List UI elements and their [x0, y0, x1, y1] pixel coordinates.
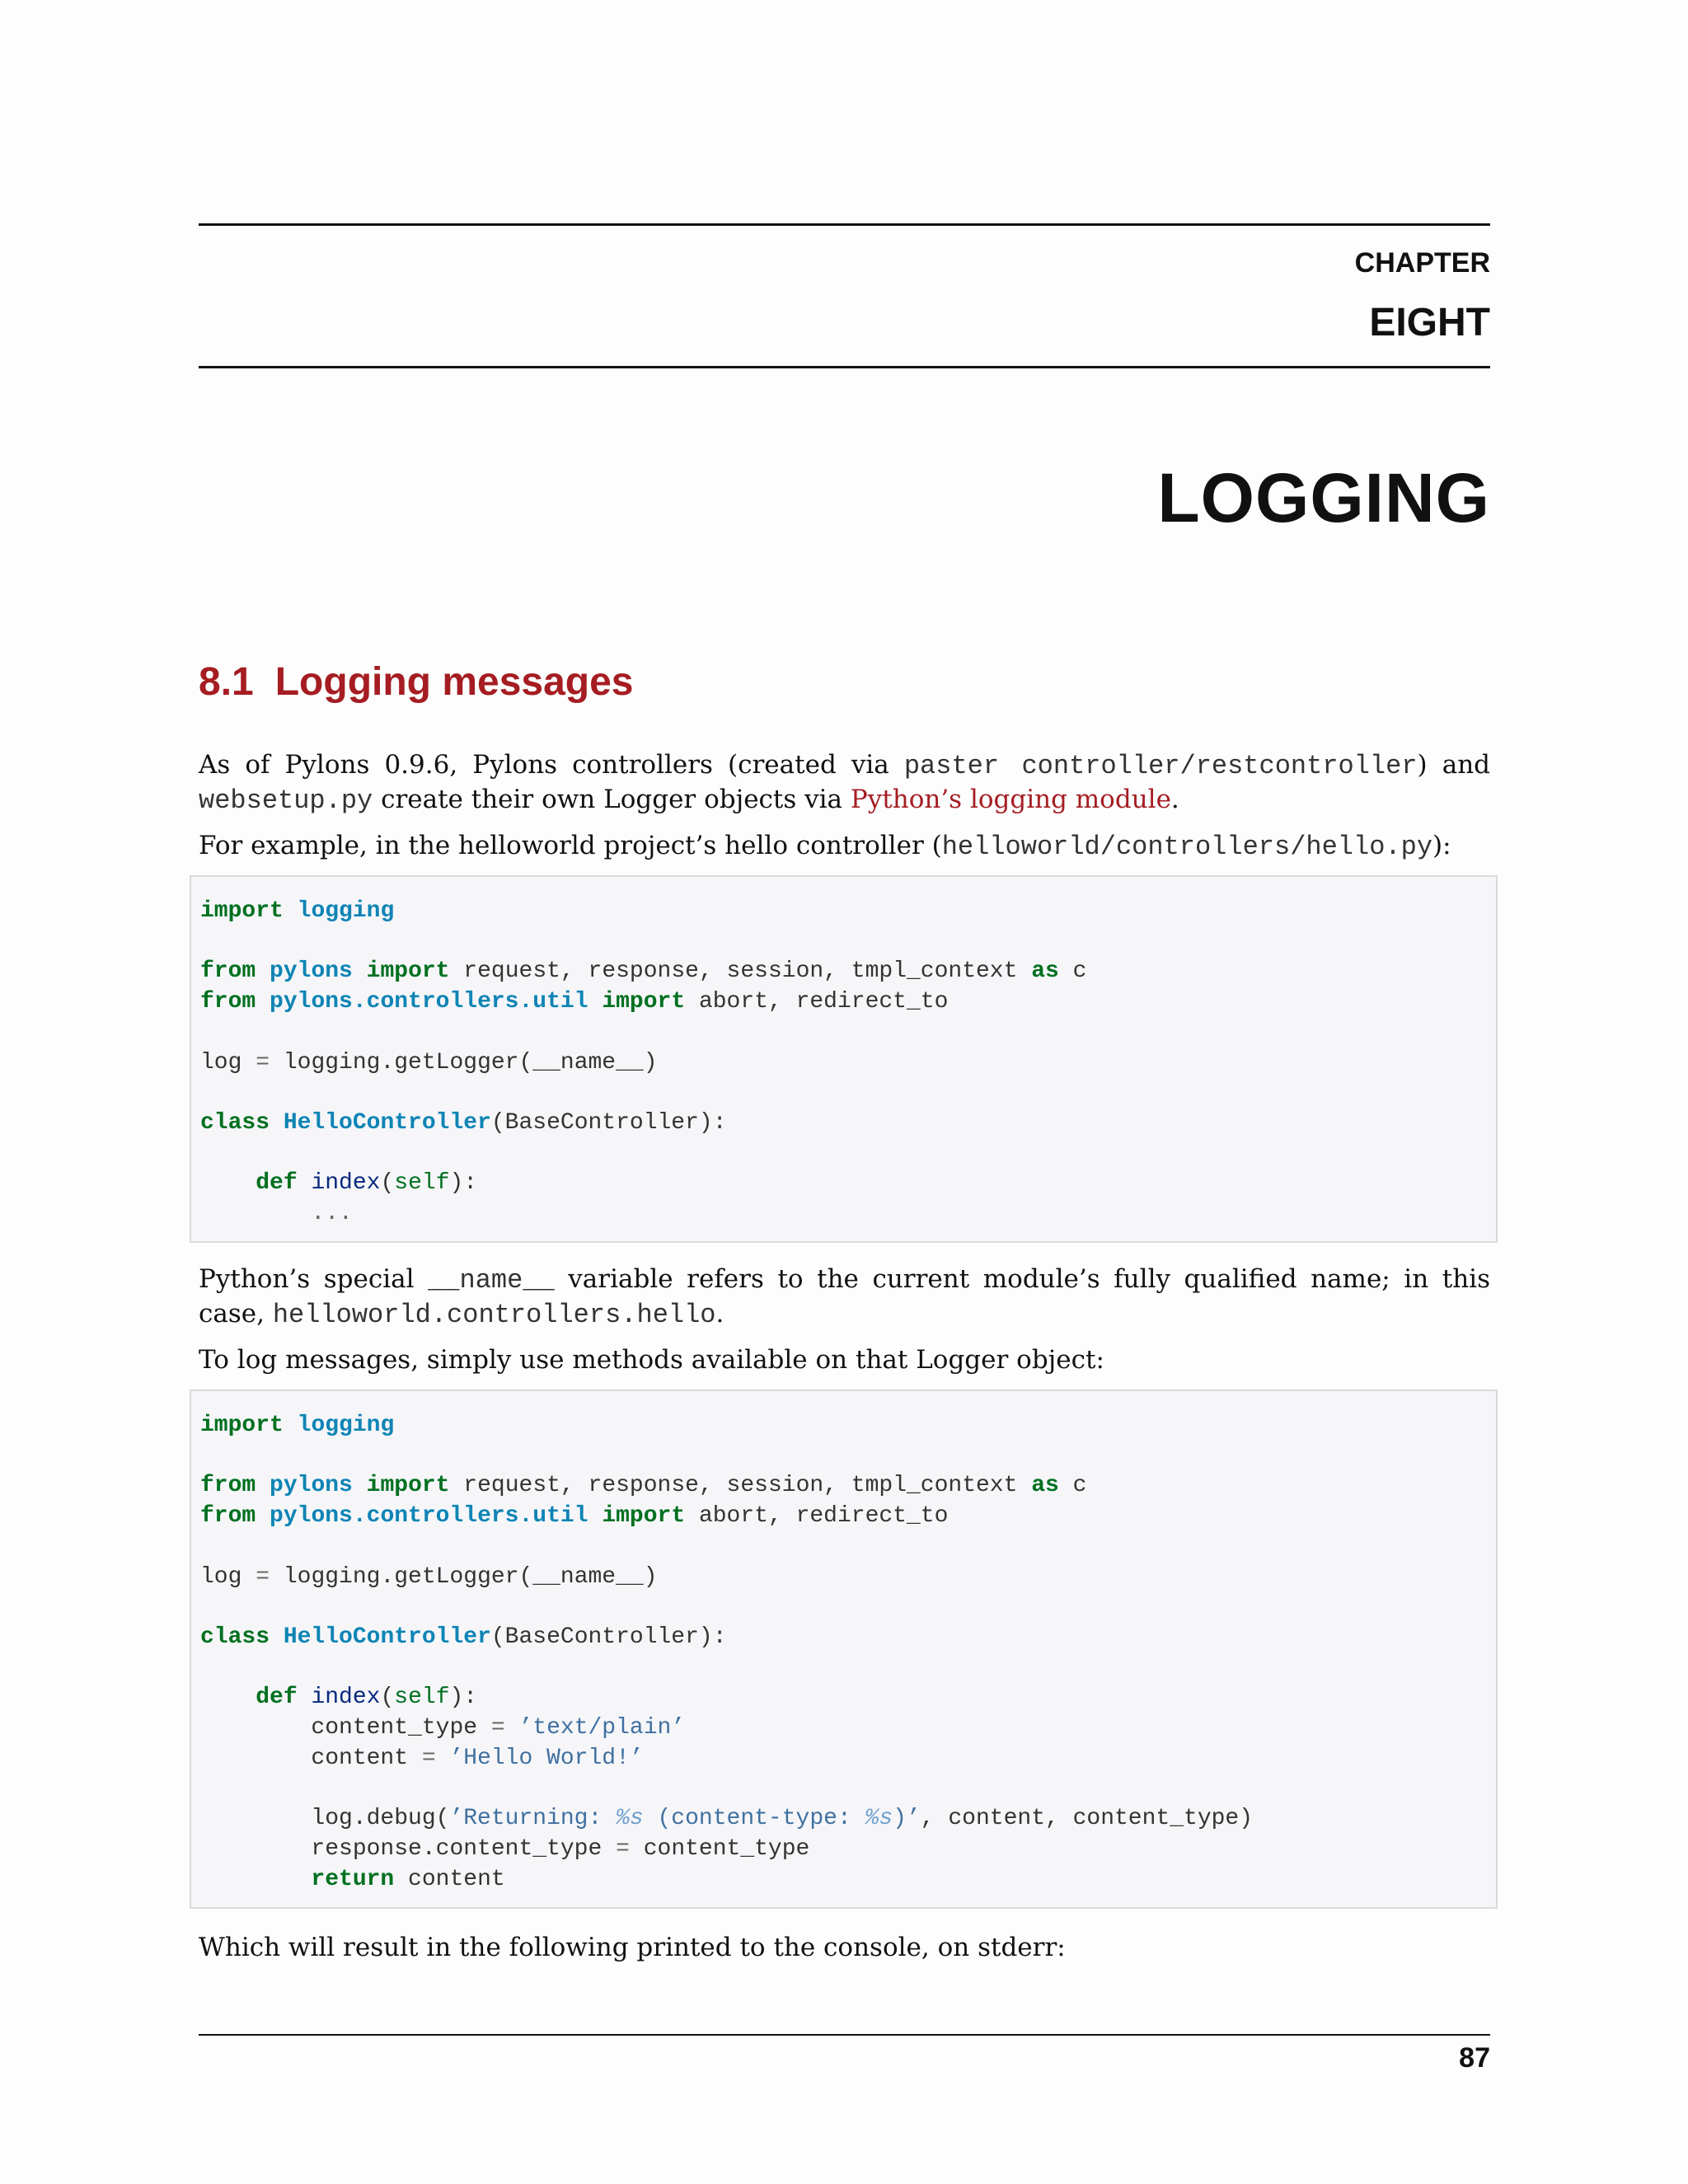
- text-run: Python’s special: [199, 1264, 429, 1294]
- code-token: from: [200, 989, 256, 1015]
- code-token: (: [380, 1170, 395, 1197]
- code-token: ):: [449, 1170, 478, 1197]
- code-token: [505, 1715, 519, 1741]
- inline-code: __name__: [428, 1265, 555, 1296]
- code-token: [588, 1503, 603, 1529]
- code-token: )’: [893, 1806, 921, 1832]
- code-line: [200, 1413, 394, 1438]
- code-token: =: [421, 1745, 436, 1771]
- code-token: =: [256, 1049, 270, 1076]
- code-token: (content-type:: [643, 1806, 865, 1832]
- code-token: =: [256, 1563, 270, 1590]
- code-line: [200, 1201, 353, 1226]
- code-token: content: [200, 1745, 422, 1771]
- code-token: [256, 1503, 270, 1529]
- page-number: 87: [1459, 2042, 1490, 2074]
- code-token: log.debug(: [200, 1806, 450, 1832]
- code-token: class: [200, 1624, 270, 1650]
- code-token: logging: [297, 1413, 395, 1438]
- code-token: ):: [449, 1685, 478, 1711]
- text-run: ) and: [1417, 750, 1490, 780]
- text-run: .: [1170, 785, 1179, 814]
- code-token: content_type: [629, 1835, 810, 1862]
- code-token: ’text/plain’: [518, 1715, 686, 1741]
- code-token: c: [1058, 958, 1087, 985]
- section-title: Logging messages: [274, 660, 634, 704]
- chapter-top-rule: [199, 223, 1490, 226]
- code-token: [284, 898, 298, 924]
- code-token: logging: [297, 898, 395, 924]
- stderr-paragraph: Which will result in the following printed to the console, on stderr:: [199, 1933, 1066, 1962]
- code-token: %s: [616, 1806, 644, 1832]
- text-run: variable refers to the current module’s fully qualified name; in this case,: [199, 1264, 1490, 1329]
- code-token: def: [256, 1170, 298, 1197]
- inline-code: websetup.py: [199, 785, 373, 816]
- code-token: index: [311, 1170, 381, 1197]
- text-run: create their own Logger objects via: [373, 785, 851, 814]
- code-token: return: [311, 1866, 395, 1892]
- code-token: ’Hello World!’: [449, 1745, 644, 1771]
- code-token: request, response, session, tmpl_context: [449, 958, 1032, 985]
- chapter-label: CHAPTER: [1354, 247, 1490, 279]
- code-token: [353, 1473, 367, 1498]
- log-messages-paragraph: To log messages, simply use methods available on that Logger object:: [199, 1345, 1104, 1375]
- code-token: [200, 1170, 256, 1196]
- code-line: [200, 1050, 658, 1076]
- code-token: [200, 1867, 311, 1892]
- code-line: [200, 1170, 477, 1196]
- example-paragraph: [199, 829, 1490, 864]
- code-token: as: [1031, 958, 1059, 985]
- code-line: [200, 1685, 477, 1710]
- code-line: [200, 958, 1086, 984]
- inline-code: helloworld.controllers.hello: [272, 1300, 716, 1330]
- code-token: [270, 1624, 284, 1650]
- code-token: (: [380, 1685, 395, 1711]
- text-run: .: [715, 1299, 724, 1329]
- code-block-2-text: [200, 1411, 1253, 1895]
- code-token: [256, 989, 270, 1015]
- code-token: ...: [311, 1201, 353, 1227]
- section-heading: [199, 659, 634, 705]
- code-token: import: [366, 958, 450, 985]
- name-variable-paragraph: [199, 1263, 1490, 1332]
- code-token: pylons: [270, 1473, 353, 1499]
- code-line: [200, 1806, 1253, 1831]
- code-token: [298, 1685, 312, 1710]
- python-logging-link[interactable]: Python’s logging module: [850, 785, 1171, 814]
- code-token: import: [602, 1503, 686, 1530]
- inline-code: helloworld/controllers/hello.py: [941, 832, 1433, 862]
- code-token: logging.getLogger(__name__): [270, 1049, 658, 1076]
- code-line: [200, 898, 394, 924]
- code-token: index: [311, 1685, 381, 1711]
- code-line: [200, 1746, 644, 1771]
- code-token: log: [200, 1563, 256, 1590]
- code-line: [200, 1867, 505, 1892]
- inline-code: paster controller/restcontroller: [903, 751, 1418, 781]
- code-token: c: [1058, 1473, 1087, 1499]
- code-token: [353, 958, 367, 984]
- chapter-number: EIGHT: [1369, 301, 1490, 344]
- code-block-1: [190, 875, 1498, 1243]
- code-line: [200, 1564, 658, 1590]
- code-token: log: [200, 1049, 256, 1076]
- code-line: [200, 1110, 727, 1136]
- code-token: from: [200, 958, 256, 985]
- code-token: request, response, session, tmpl_context: [449, 1473, 1032, 1499]
- code-line: [200, 1473, 1086, 1498]
- code-token: import: [200, 1413, 284, 1438]
- code-token: from: [200, 1473, 256, 1499]
- code-token: [270, 1110, 284, 1136]
- code-token: pylons: [270, 958, 353, 985]
- code-token: ’Returning:: [449, 1806, 617, 1832]
- chapter-title: LOGGING: [1157, 459, 1490, 537]
- code-token: [200, 1201, 311, 1226]
- code-token: def: [256, 1685, 298, 1711]
- code-token: [284, 1413, 298, 1438]
- text-run: For example, in the helloworld project’s hello controller (: [199, 831, 942, 860]
- code-token: import: [200, 898, 284, 924]
- code-token: , content, content_type): [920, 1806, 1254, 1832]
- code-token: self: [394, 1170, 450, 1197]
- code-line: [200, 1836, 809, 1862]
- code-token: from: [200, 1503, 256, 1530]
- code-token: HelloController: [283, 1109, 491, 1136]
- code-token: (BaseController):: [490, 1109, 727, 1136]
- code-token: [588, 989, 603, 1015]
- code-token: [436, 1746, 450, 1771]
- code-token: [256, 958, 270, 984]
- code-token: [298, 1170, 312, 1196]
- code-token: =: [490, 1715, 505, 1741]
- code-token: =: [616, 1835, 630, 1862]
- code-token: HelloController: [283, 1624, 491, 1650]
- chapter-bottom-rule: [199, 366, 1490, 368]
- text-run: ):: [1432, 831, 1451, 860]
- code-token: response.content_type: [200, 1835, 617, 1862]
- code-token: %s: [865, 1806, 893, 1832]
- code-token: abort, redirect_to: [685, 1503, 949, 1530]
- code-token: class: [200, 1109, 270, 1136]
- code-token: content_type: [200, 1715, 491, 1741]
- code-line: [200, 1715, 685, 1741]
- code-block-1-text: [200, 897, 1086, 1230]
- code-token: as: [1031, 1473, 1059, 1499]
- text-run: As of Pylons 0.9.6, Pylons controllers (created via: [199, 750, 904, 780]
- code-token: (BaseController):: [490, 1624, 727, 1650]
- section-number: 8.1: [199, 660, 254, 704]
- code-token: pylons.controllers.util: [270, 1503, 588, 1530]
- code-line: [200, 1624, 727, 1650]
- code-token: [256, 1473, 270, 1498]
- code-token: content: [394, 1866, 505, 1892]
- code-token: import: [602, 989, 686, 1015]
- code-token: [200, 1685, 256, 1710]
- code-token: import: [366, 1473, 450, 1499]
- code-token: logging.getLogger(__name__): [270, 1563, 658, 1590]
- intro-paragraph: [199, 748, 1490, 818]
- code-line: [200, 989, 948, 1015]
- code-block-2: [190, 1390, 1498, 1909]
- footer-rule: [199, 2034, 1490, 2036]
- code-token: abort, redirect_to: [685, 989, 949, 1015]
- code-token: self: [394, 1685, 450, 1711]
- code-line: [200, 1503, 948, 1529]
- code-token: pylons.controllers.util: [270, 989, 588, 1015]
